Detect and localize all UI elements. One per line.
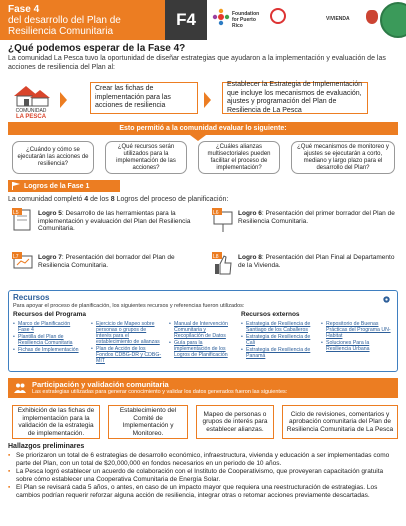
vivienda-logo-text: VIVIENDA	[326, 16, 350, 22]
recursos-external-list-a	[241, 321, 313, 360]
logro-number: L5	[13, 210, 19, 216]
logros-bar	[8, 180, 120, 192]
recursos-subtitle: Para apoyar el proceso de planificación, los siguientes recursos y referencias fueron utilizados:	[13, 303, 245, 309]
logro-item	[12, 208, 202, 236]
recursos-program-header: Recursos del Programa	[13, 311, 86, 318]
logros-intro-mid: de los	[88, 196, 111, 203]
logro-description: : Desarrollo de las herramientas para la implementación y evaluación del Plan del Resiliencia Comunitaria.	[38, 210, 191, 232]
participacion-box: Establecimiento del Comité de Implementación y Monitoreo.	[108, 405, 188, 439]
community-seal-logo-icon	[380, 2, 406, 38]
thumbs-up-icon	[212, 252, 234, 278]
arrow-right-icon	[60, 92, 67, 108]
flow-box-fichas: Crear las fichas de implementación para las acciones de resiliencia	[90, 82, 198, 114]
logro-item	[212, 252, 402, 280]
hallazgo-item: ▪ Se priorizaron un total de 6 estrategias de desarrollo económico, infraestructura, vivienda y educación a ser implementadas como parte del Plan, con un total de $20,000,000 en fondos necesarios en un periodo de 10 años.	[8, 452, 400, 467]
evaluate-bar: Esto permitió a la comunidad evaluar lo siguiente:	[8, 122, 398, 135]
partner-logos	[212, 4, 402, 38]
logros-completed-count: 4	[84, 196, 89, 203]
participacion-box: Mapeo de personas o grupos de interés para establecer alianzas.	[196, 405, 274, 439]
recursos-title: Recursos	[13, 293, 50, 302]
header-title-block	[0, 0, 165, 40]
resource-link[interactable]: • Soluciones Para la Resiliencia Urbana	[321, 340, 395, 352]
document-tools-icon	[12, 208, 34, 234]
community-label-top: COMUNIDAD	[15, 108, 47, 114]
question-box-3: ¿Cuáles alianzas multisectoriales pueden facilitar el proceso de implementación?	[198, 141, 280, 174]
recursos-external-list-b	[321, 321, 395, 353]
hallazgo-item: ▪ La Pesca logró establecer un acuerdo de colaboración con el Instituto de Cooperativismo, que proveyeran capacitación gratuita sobre cómo establecer una Cooperativa Comunitaria de Energía Solar.	[8, 468, 400, 483]
question-box-1: ¿Cuándo y cómo se ejecutarán las acciones de resiliencia?	[12, 141, 94, 174]
presentation-icon	[212, 208, 234, 234]
logro-label: Logro 6	[238, 210, 262, 217]
resource-link[interactable]: • Estrategia de Resiliencia de Cali	[241, 334, 313, 346]
flag-icon	[12, 182, 20, 190]
flow-box-estrategia: Establecer la Estrategia de Implementación que incluye los mecanismos de evaluación, ajustes y programación del Plan de Resiliencia de La Pesca	[222, 82, 368, 114]
presentation-board-icon	[12, 252, 34, 278]
logros-total-count: 8	[110, 196, 115, 203]
logro-item	[12, 252, 202, 280]
logro-label: Logro 7	[38, 254, 62, 261]
resource-link[interactable]: • Fichas de Implementación	[13, 347, 81, 353]
seal-logo-icon	[366, 10, 378, 24]
logro-description: : Presentación del primer borrador del Plan de Resiliencia Comunitaria.	[238, 210, 395, 225]
resource-link[interactable]: • Guía para la implementación de los Logros de Planificación	[169, 340, 235, 358]
participacion-box: Ciclo de revisiones, comentarios y aprobación comunitaria del Plan de Resiliencia Comunitaria de La Pesca	[282, 405, 398, 439]
resource-link[interactable]: • Ejercicio de Mapeo sobre personas o grupos de interés para el establecimiento de alianzas	[91, 321, 163, 345]
question-box-2: ¿Qué recursos serán utilizados para la implementación de las acciones?	[105, 141, 187, 174]
logros-intro	[8, 196, 228, 203]
logro-number: L7	[13, 254, 19, 260]
logro-text	[238, 210, 400, 225]
logros-bar-label: Logros de la Fase 1	[24, 182, 90, 190]
logro-description: : Presentación del Plan Final al Departamento de la Vivienda.	[238, 254, 395, 269]
logros-intro-prefix: La comunidad completó	[8, 196, 85, 203]
logro-label: Logro 5	[38, 210, 62, 217]
page-header	[0, 0, 406, 40]
community-label	[6, 108, 56, 120]
hallazgos-title: Hallazgos preliminares	[8, 443, 85, 450]
community-name: LA PESCA	[15, 114, 47, 120]
participacion-bar	[8, 378, 398, 398]
logro-text	[238, 254, 400, 269]
resource-link[interactable]: • Estrategia de Resiliencia de Panamá	[241, 347, 313, 359]
logros-intro-suffix: Logros del proceso de planificación:	[114, 196, 229, 203]
participacion-subtitle: Las estrategias utilizadas para generar conocimiento y validar los datos generados fueron las siguientes:	[32, 389, 288, 395]
phase-subtitle: del desarrollo del Plan de Resiliencia Comunitaria	[8, 15, 121, 37]
question-box-4: ¿Qué mecanismos de monitoreo y ajustes se ejecutarán a corto, mediano y largo plazo para el desarrollo del Plan?	[291, 141, 395, 174]
arrow-right-icon	[204, 92, 211, 108]
resource-link[interactable]: • Marco de Planificación Fase 4	[13, 321, 81, 333]
resource-link[interactable]: • Plan de Acción de los Fondos CDBG-DR y CDBG-MIT	[91, 346, 163, 364]
logro-description: : Presentación del borrador del Plan de Resiliencia Comunitaria.	[38, 254, 175, 269]
gear-icon	[382, 295, 391, 304]
intro-paragraph: La comunidad La Pesca tuvo la oportunidad de diseñar estrategias que ayudaron a la implementación y evaluación de las acciones de resiliencia del Plan al:	[8, 55, 386, 71]
recursos-program-list-a	[13, 321, 81, 354]
hallazgo-item: ▪ El Plan se revisará cada 5 años, o antes, en caso de un impacto mayor que requiera una reestructuración de estrategias. Los cambios podrían requerir reforzar alguna acción de resiliencia, integrar otras o retomar acciones previamente descartadas.	[8, 484, 400, 499]
recursos-program-list-c	[169, 321, 235, 359]
phase-badge: F4	[165, 0, 207, 40]
logro-number: L8	[213, 254, 219, 260]
recursos-panel	[8, 290, 398, 372]
resource-link[interactable]: • Plantilla del Plan de Resiliencia Comunitaria	[13, 334, 81, 346]
logro-label: Logro 8	[238, 254, 262, 261]
hallazgos-list	[8, 452, 400, 500]
foundation-logo-icon	[212, 8, 230, 26]
people-icon	[14, 382, 26, 394]
recursos-external-header: Recursos externos	[241, 311, 300, 318]
cooperative-logo-icon	[270, 8, 286, 24]
phase-title: Fase 4	[8, 4, 40, 15]
logro-text	[38, 254, 200, 269]
resource-link[interactable]: • Repositorio de Buenas Prácticas del Programa UN-Habitat	[321, 321, 395, 339]
participacion-box: Exhibición de las fichas de implementación para la validación de la estrategia de implementación.	[12, 405, 100, 439]
resource-link[interactable]: • Manual de Intervención Comunitaria y Recopilación de Datos	[169, 321, 235, 339]
resource-link[interactable]: • Estrategia de Resiliencia de Santiago de los Caballeros	[241, 321, 313, 333]
participacion-title: Participación y validación comunitaria	[32, 380, 169, 389]
logro-number: L6	[213, 210, 219, 216]
section-question-title: ¿Qué podemos esperar de la Fase 4?	[8, 43, 186, 54]
logro-text	[38, 210, 200, 233]
foundation-logo-text: Foundation for Puerto Rico	[232, 11, 260, 29]
recursos-program-list-b	[91, 321, 163, 365]
logro-item	[212, 208, 402, 236]
